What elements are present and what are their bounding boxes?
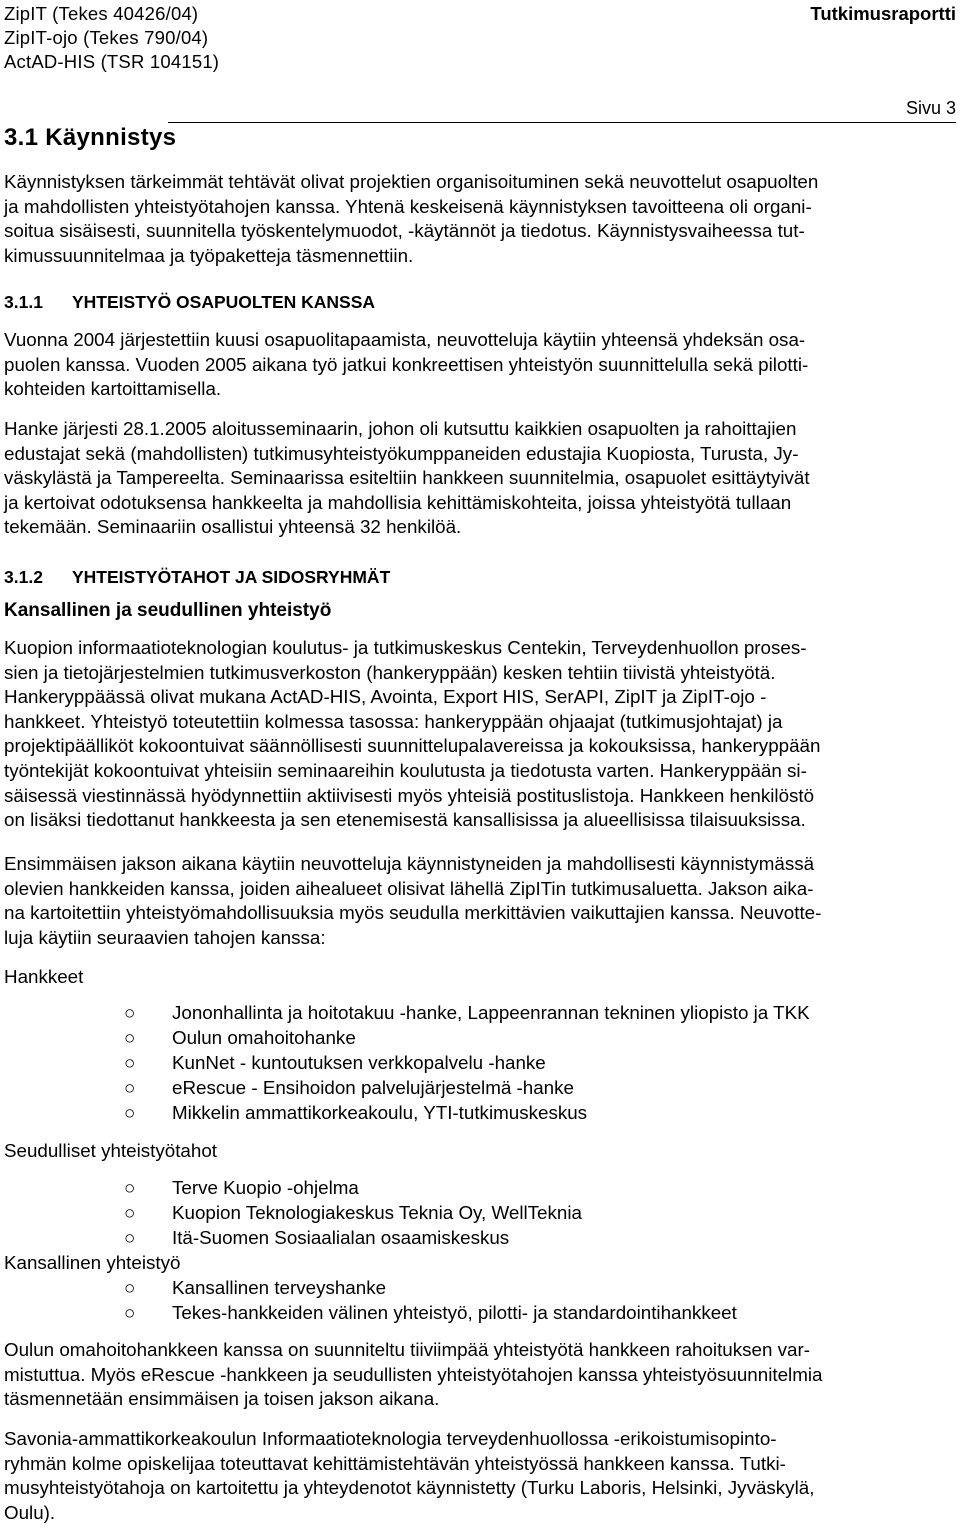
group-label-national: Kansallinen yhteistyö xyxy=(4,1252,181,1273)
text-line: on lisäksi tiedottanut hankkeesta ja sen etenemisestä kansallisissa ja alueellisissa tilaisuuksissa. xyxy=(4,809,806,831)
circle-bullet-icon: ○ xyxy=(124,1202,136,1223)
text-line: Hankeryppäässä olivat mukana ActAD-HIS, Avointa, Export HIS, SerAPI, ZipIT ja ZipIT-ojo - xyxy=(4,686,767,708)
circle-bullet-icon: ○ xyxy=(124,1077,136,1098)
text-line: projektipäälliköt kokoontuivat säännöllisesti suunnittelupalavereissa ja kokouksissa, hankeryppään xyxy=(4,735,821,757)
section-intro-paragraph xyxy=(4,170,952,268)
subsection-title: YHTEISTYÖ OSAPUOLTEN KANSSA xyxy=(72,292,376,312)
group-label-regional: Seudulliset yhteistyötahot xyxy=(4,1140,217,1161)
circle-bullet-icon: ○ xyxy=(124,1277,136,1298)
text-line: Käynnistyksen tärkeimmät tehtävät olivat projektien organisoituminen sekä neuvottelut osapuolten xyxy=(4,171,819,192)
cooperation-paragraph-1 xyxy=(4,328,952,402)
text-line: kimussuunnitelmaa ja työpaketteja täsmennettiin. xyxy=(4,244,414,266)
text-line: na kartoitettiin yhteistyömahdollisuuksia myös seudulla merkittävien vaikuttajien kanssa. Neuvotte- xyxy=(4,902,822,924)
stakeholders-paragraph-2 xyxy=(4,852,952,950)
text-line: ja mahdollisten yhteistyötahojen kanssa. Yhtenä keskeisenä käynnistyksen tavoitteena oli organi- xyxy=(4,195,812,217)
page-number: Sivu 3 xyxy=(905,98,956,118)
text-line: luja käytiin seuraavien tahojen kanssa: xyxy=(4,926,326,948)
text-line: puolen kanssa. Vuoden 2005 aikana työ jatkui konkreettisen yhteistyön suunnittelulla sekä pilotti- xyxy=(4,353,809,375)
stakeholders-paragraph-3 xyxy=(4,1338,952,1412)
header-divider xyxy=(168,122,956,123)
subsection-heading-312 xyxy=(4,565,390,589)
report-type-label: Tutkimusraportti xyxy=(810,3,956,24)
text-line: soitua sisäisesti, suunnitella työskentelymuodot, -käytännöt ja tiedotus. Käynnistysvaiheessa tut- xyxy=(4,220,805,242)
circle-bullet-icon: ○ xyxy=(124,1102,136,1123)
subsection-number: 3.1.1 xyxy=(4,292,43,312)
text-line: väskylästä ja Tampereelta. Seminaarissa esiteltiin hankkeen suunnitelmia, osapuolet esittäytyivät xyxy=(4,467,810,489)
circle-bullet-icon: ○ xyxy=(124,1027,136,1048)
text-line: Ensimmäisen jakson aikana käytiin neuvotteluja käynnistyneiden ja mahdollisesti käynnistymässä xyxy=(4,853,815,874)
text-line: säisessä viestinnässä hyödynnettiin aktiivisesti myös yhteisiä postituslistoja. Hankkeen henkilöstö xyxy=(4,784,815,806)
header-project-line: ZipIT (Tekes 40426/04) xyxy=(4,3,199,24)
text-line: hankkeet. Yhteistyö toteutettiin kolmessa tasossa: hankeryppään ohjaajat (tutkimusjohtajat) ja xyxy=(4,710,783,732)
subsection-number: 3.1.2 xyxy=(4,567,43,587)
circle-bullet-icon: ○ xyxy=(124,1002,136,1023)
report-header-projects xyxy=(4,2,219,74)
text-line: työntekijät kokoontuivat yhteisiin seminaareihin koulutusta ja tiedotusta varten. Hankeryppään si- xyxy=(4,759,807,781)
text-line: mistuttua. Myös eRescue -hankkeen ja seudullisten yhteistyötahojen kanssa yhteistyösuunnitelmia xyxy=(4,1363,823,1385)
text-line: Hanke järjesti 28.1.2005 aloitusseminaarin, johon oli kutsuttu kaikkien osapuolten ja rahoittajien xyxy=(4,418,797,439)
circle-bullet-icon: ○ xyxy=(124,1302,136,1323)
section-heading: 3.1 Käynnistys xyxy=(4,124,177,151)
cooperation-paragraph-2 xyxy=(4,417,952,540)
circle-bullet-icon: ○ xyxy=(124,1227,136,1248)
text-line: musyhteistyötahoja on kartoitettu ja yhteydenotot käynnistetty (Turku Laboris, Helsinki, Jyväskylä, xyxy=(4,1477,815,1499)
text-line: Savonia-ammattikorkeakoulun Informaatioteknologia terveydenhuollossa -erikoistumisopinto- xyxy=(4,1428,777,1449)
circle-bullet-icon: ○ xyxy=(124,1052,136,1073)
header-project-line: ZipIT-ojo (Tekes 790/04) xyxy=(4,27,209,48)
subsection-title: YHTEISTYÖTAHOT JA SIDOSRYHMÄT xyxy=(72,567,391,587)
text-line: Vuonna 2004 järjestettiin kuusi osapuolitapaamista, neuvotteluja käytiin yhteensä yhdeksän osa- xyxy=(4,329,806,350)
text-line: ryhmän kolme opiskelijaa toteuttavat kehittämistehtävän yhteistyössä hankkeen kanssa. Tutki- xyxy=(4,1452,786,1474)
text-line: täsmennetään ensimmäisen ja toisen jakson aikana. xyxy=(4,1388,440,1410)
text-line: olevien hankkeiden kanssa, joiden aihealueet olisivat lähellä ZipITin tutkimusaluetta. Jakson aika- xyxy=(4,877,814,899)
text-line: Oulu). xyxy=(4,1501,56,1523)
subsection-heading-311 xyxy=(4,290,375,314)
text-line: Kuopion informaatioteknologian koulutus- ja tutkimuskeskus Centekin, Terveydenhuollon proses- xyxy=(4,637,807,658)
circle-bullet-icon: ○ xyxy=(124,1177,136,1198)
text-line: edustajat sekä (mahdollisten) tutkimusyhteistyökumppaneiden edustajia Kuopiosta, Turusta, Jy- xyxy=(4,442,799,464)
text-line: Oulun omahoitohankkeen kanssa on suunniteltu tiiviimpää yhteistyötä hankkeen rahoituksen var- xyxy=(4,1339,810,1360)
text-line: kohteiden kartoittamisella. xyxy=(4,378,222,400)
stakeholders-paragraph-4 xyxy=(4,1427,952,1525)
stakeholders-paragraph-1 xyxy=(4,636,952,833)
text-line: tekemään. Seminaariin osallistui yhteensä 32 henkilöä. xyxy=(4,516,462,538)
subheading-national-cooperation: Kansallinen ja seudullinen yhteistyö xyxy=(4,600,332,621)
text-line: sien ja tietojärjestelmien tutkimusverkoston (hankeryppään) kesken tehtiin tiivistä yhteistyötä. xyxy=(4,661,776,683)
group-label-projects: Hankkeet xyxy=(4,966,84,987)
header-project-line: ActAD-HIS (TSR 104151) xyxy=(4,51,220,72)
text-line: ja kertoivat odotuksensa hankkeelta ja mahdollisia kehittämiskohteita, joissa yhteistyötä tullaan xyxy=(4,491,792,513)
